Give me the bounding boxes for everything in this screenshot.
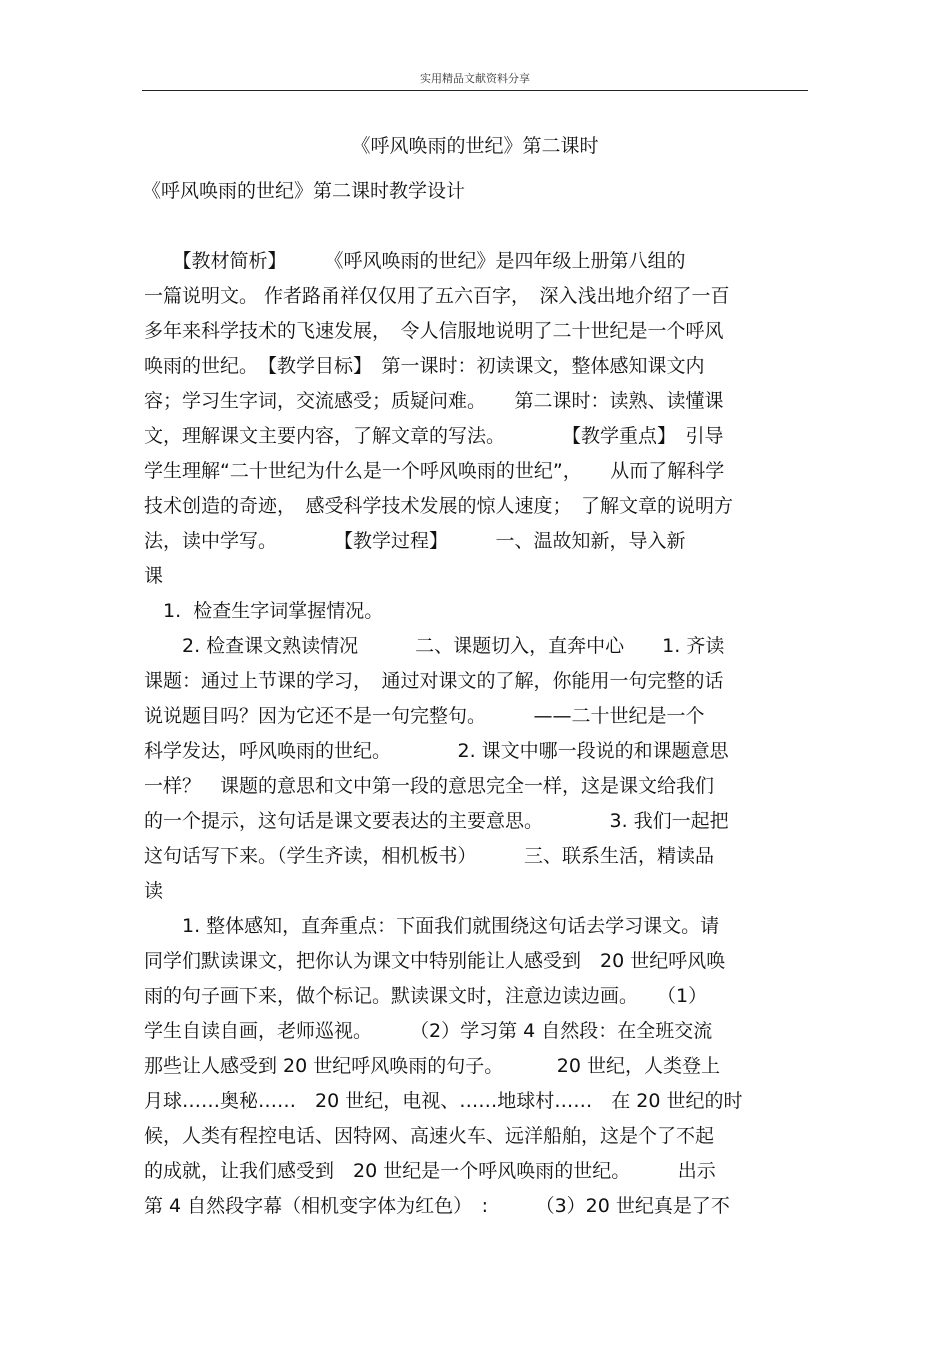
document-title: 《呼风唤雨的世纪》第二课时	[351, 135, 599, 157]
body-line: 一样？ 课题的意思和文中第一段的意思完全一样，这是课文给我们	[144, 775, 715, 797]
body-line: 说说题目吗？因为它还不是一句完整句。 ——二十世纪是一个	[144, 705, 705, 727]
body-line: 的成就，让我们感受到 20 世纪是一个呼风唤雨的世纪。 出示	[144, 1160, 716, 1182]
body-line: 课题：通过上节课的学习， 通过对课文的了解，你能用一句完整的话	[144, 670, 724, 692]
body-line: 文，理解课文主要内容，了解文章的写法。 【教学重点】 引导	[144, 425, 724, 447]
document-subtitle: 《呼风唤雨的世纪》第二课时教学设计	[142, 180, 466, 202]
body-line: 1. 检查生字词掌握情况。	[144, 600, 384, 622]
body-line: 雨的句子画下来，做个标记。默读课文时，注意边读边画。 （1）	[144, 985, 708, 1007]
body-line: 1. 整体感知，直奔重点：下面我们就围绕这句话去学习课文。请	[144, 915, 720, 937]
body-line: 学生自读自画，老师巡视。 （2）学习第 4 自然段：在全班交流	[144, 1020, 713, 1042]
body-line: 月球……奥秘…… 20 世纪，电视、……地球村…… 在 20 世纪的时	[144, 1090, 743, 1112]
body-line: 【教材简析】 《呼风唤雨的世纪》是四年级上册第八组的	[144, 250, 686, 272]
body-line: 这句话写下来。（学生齐读，相机板书） 三、联系生活，精读品	[144, 845, 715, 867]
body-line: 科学发达，呼风唤雨的世纪。 2. 课文中哪一段说的和课题意思	[144, 740, 729, 762]
body-line: 那些让人感受到 20 世纪呼风唤雨的句子。 20 世纪，人类登上	[144, 1055, 721, 1077]
page-header: 实用精品文献资料分享	[420, 72, 530, 85]
body-line: 候，人类有程控电话、因特网、高速火车、远洋船舶，这是个了不起	[144, 1125, 715, 1147]
body-line: 容；学习生字词，交流感受；质疑问难。 第二课时：读熟、读懂课	[144, 390, 724, 412]
body-line: 读	[144, 880, 164, 902]
body-line: 多年来科学技术的飞速发展， 令人信服地说明了二十世纪是一个呼风	[144, 320, 724, 342]
body-line: 技术创造的奇迹， 感受科学技术发展的惊人速度； 了解文章的说明方	[144, 495, 734, 517]
body-line: 同学们默读课文，把你认为课文中特别能让人感受到 20 世纪呼风唤	[144, 950, 726, 972]
body-line: 学生理解“二十世纪为什么是一个呼风唤雨的世纪”， 从而了解科学	[144, 460, 725, 482]
body-line: 2. 检查课文熟读情况 二、课题切入，直奔中心 1. 齐读	[144, 635, 725, 657]
body-line: 课	[144, 565, 164, 587]
body-line: 唤雨的世纪。 【教学目标】 第一课时：初读课文，整体感知课文内	[144, 355, 705, 377]
body-line: 法，读中学写。 【教学过程】 一、温故知新，导入新	[144, 530, 686, 552]
body-line: 第 4 自然段字幕（相机变字体为红色） : （3）20 世纪真是了不	[144, 1195, 730, 1217]
body-line: 的一个提示，这句话是课文要表达的主要意思。 3. 我们一起把	[144, 810, 729, 832]
header-divider	[142, 90, 808, 91]
body-line: 一篇说明文。 作者路甬祥仅仅用了五六百字， 深入浅出地介绍了一百	[144, 285, 730, 307]
